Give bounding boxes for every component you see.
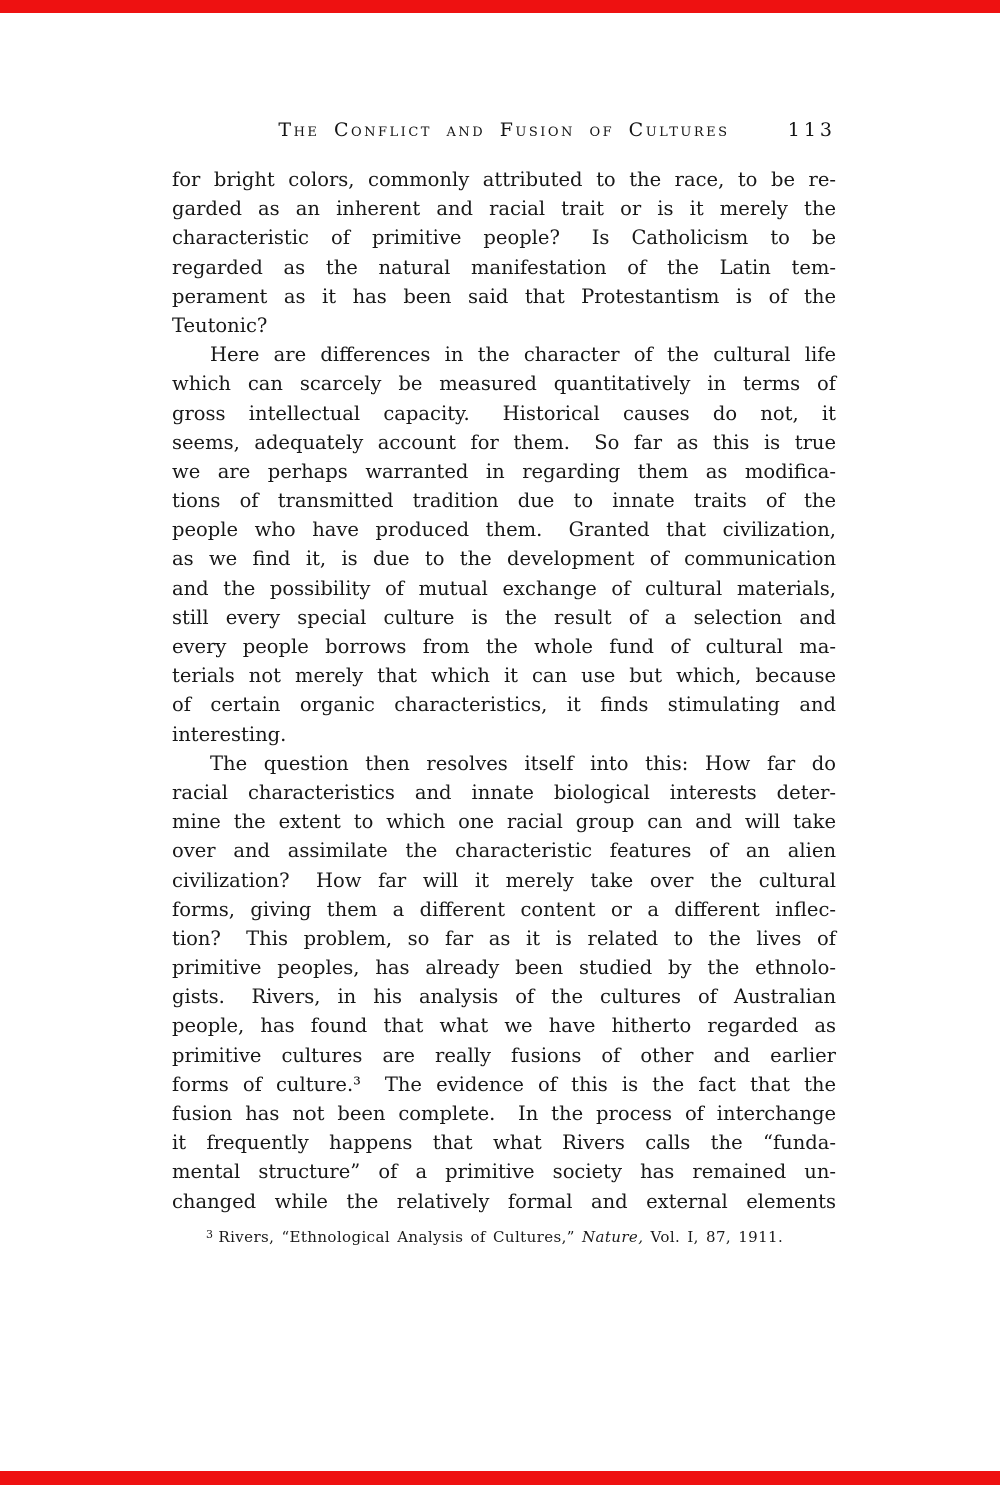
- text-line: terials not merely that which it can use but which, because: [172, 664, 836, 688]
- text-line: civilization? How far will it merely take over the cultural: [172, 868, 836, 892]
- footnote-journal-name: Nature,: [581, 1228, 644, 1246]
- text-line: forms of culture.³ The evidence of this is the fact that the: [172, 1072, 836, 1096]
- text-line: gists. Rivers, in his analysis of the cultures of Australian: [172, 985, 836, 1009]
- text-line: and the possibility of mutual exchange of cultural materials,: [172, 576, 836, 600]
- text-line: characteristic of primitive people? Is Catholicism to be: [172, 226, 836, 250]
- text-line: forms, giving them a different content or a different inflec-: [172, 897, 836, 921]
- text-line: it frequently happens that what Rivers calls the “funda-: [172, 1131, 836, 1155]
- text-line: for bright colors, commonly attributed to the race, to be re-: [172, 168, 836, 191]
- text-line: fusion has not been complete. In the process of interchange: [172, 1102, 836, 1125]
- footnote-text-post: Vol. I, 87, 1911.: [643, 1228, 784, 1246]
- text-line: every people borrows from the whole fund of cultural ma-: [172, 635, 836, 658]
- text-line: as we find it, is due to the development of communication: [172, 547, 836, 571]
- text-line: seems, adequately account for them. So far as this is true: [172, 430, 836, 454]
- text-line: primitive peoples, has already been studied by the ethnolo-: [172, 956, 836, 980]
- text-line: still every special culture is the result of a selection and: [172, 605, 836, 629]
- text-line: Here are differences in the character of the cultural life: [210, 343, 836, 367]
- text-line: changed while the relatively formal and external elements: [172, 1189, 836, 1213]
- footnote: [206, 1228, 846, 1246]
- text-line: people who have produced them. Granted that civilization,: [172, 518, 836, 542]
- text-line: interesting.: [172, 722, 287, 746]
- text-line: tion? This problem, so far as it is related to the lives of: [172, 926, 836, 950]
- text-line: primitive cultures are really fusions of other and earlier: [172, 1043, 836, 1067]
- text-line: racial characteristics and innate biological interests deter-: [172, 780, 836, 804]
- text-line: mine the extent to which one racial group can and will take: [172, 810, 836, 834]
- text-line: over and assimilate the characteristic features of an alien: [172, 839, 836, 863]
- running-head-title: The Conflict and Fusion of Cultures: [278, 119, 730, 141]
- body-text: [172, 165, 836, 1216]
- page-header: [172, 119, 836, 147]
- text-line: gross intellectual capacity. Historical causes do not, it: [172, 401, 836, 425]
- text-line: The question then resolves itself into this: How far do: [210, 751, 836, 775]
- text-line: Teutonic?: [172, 313, 268, 337]
- text-line: we are perhaps warranted in regarding them as modifica-: [172, 459, 836, 483]
- text-line: which can scarcely be measured quantitatively in terms of: [172, 372, 836, 396]
- page-number: 113: [787, 119, 836, 141]
- text-line: regarded as the natural manifestation of the Latin tem-: [172, 255, 836, 279]
- text-line: people, has found that what we have hitherto regarded as: [172, 1014, 836, 1038]
- text-line: tions of transmitted tradition due to innate traits of the: [172, 489, 836, 513]
- text-line: garded as an inherent and racial trait or is it merely the: [172, 197, 836, 221]
- top-scan-edge-bar: [0, 0, 1000, 13]
- text-line: perament as it has been said that Protestantism is of the: [172, 284, 836, 308]
- text-line: mental structure” of a primitive society has remained un-: [172, 1160, 836, 1184]
- bottom-scan-edge-bar: [0, 1471, 1000, 1485]
- footnote-marker: 3: [206, 1228, 214, 1241]
- footnote-text-pre: Rivers, “Ethnological Analysis of Cultures,”: [218, 1228, 582, 1246]
- text-line: of certain organic characteristics, it finds stimulating and: [172, 693, 836, 717]
